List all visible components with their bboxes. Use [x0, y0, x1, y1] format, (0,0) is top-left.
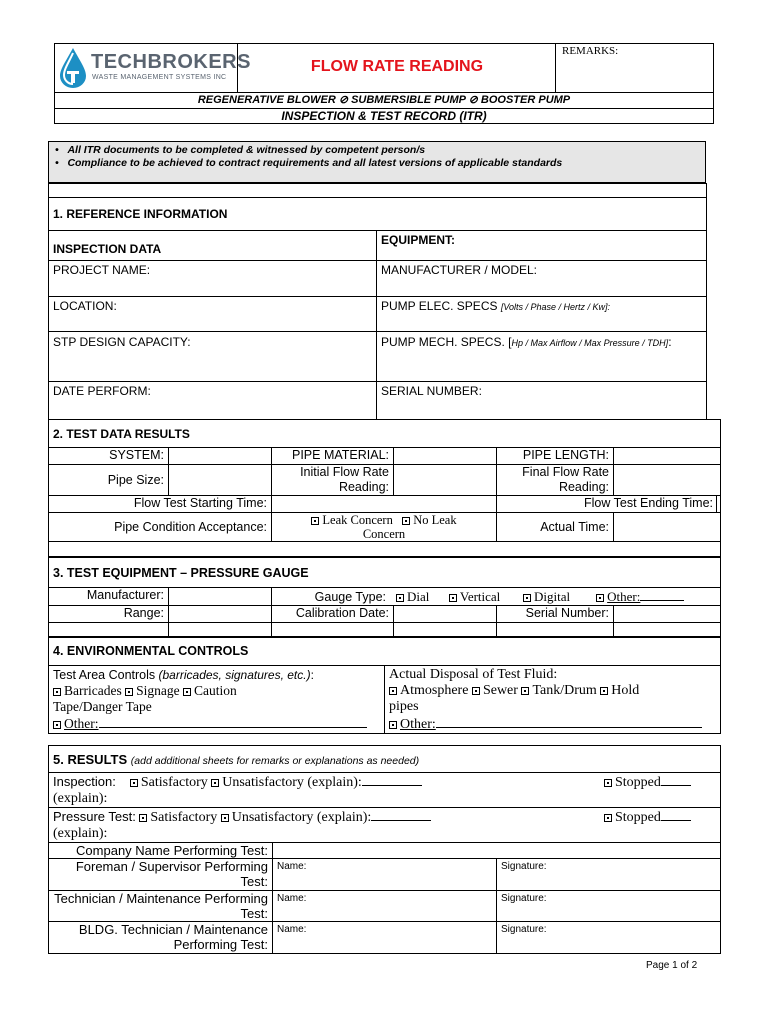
section5-table: [48, 745, 721, 954]
leak-concern-checkbox[interactable]: [311, 517, 319, 525]
bldg-technician-signature-field[interactable]: Signature:: [497, 922, 721, 954]
pressure-explain-input[interactable]: [371, 808, 431, 821]
inspection-stopped-checkbox[interactable]: [604, 779, 612, 787]
start-time-label: Flow Test Starting Time:: [49, 496, 272, 513]
pipe-material-label: PIPE MATERIAL:: [272, 448, 394, 465]
date-perform-field[interactable]: DATE PERFORM:: [49, 382, 377, 420]
pipe-size-label: Pipe Size:: [49, 465, 169, 496]
inspection-explain-input[interactable]: [362, 773, 422, 786]
area-controls-cell: Test Area Controls (barricades, signatures, etc.): Barricades Signage Caution Tape/Danger Tape Other:: [49, 666, 385, 734]
serial-number-field[interactable]: SERIAL NUMBER:: [377, 382, 707, 420]
project-name-field[interactable]: PROJECT NAME:: [49, 261, 377, 297]
system-input[interactable]: [169, 448, 272, 465]
dial-checkbox[interactable]: [396, 594, 404, 602]
other-disposal-checkbox[interactable]: [389, 721, 397, 729]
technician-signature-field[interactable]: Signature:: [497, 891, 721, 922]
no-leak-checkbox[interactable]: [402, 517, 410, 525]
tank-drum-checkbox[interactable]: [521, 687, 529, 695]
pipe-length-label: PIPE LENGTH:: [497, 448, 614, 465]
section4-table: [48, 636, 721, 734]
pressure-result-row: Pressure Test: Satisfactory Unsatisfactory (explain): Stopped (explain):: [49, 808, 721, 843]
serial-number-label: Serial Number:: [497, 606, 614, 623]
other-area-input[interactable]: [99, 715, 367, 728]
header-block: [54, 43, 714, 124]
company-name-input[interactable]: [273, 843, 721, 859]
final-flow-input[interactable]: [614, 465, 721, 496]
inspection-data-label: INSPECTION DATA: [49, 231, 377, 261]
gauge-type-row: Gauge Type: Dial Vertical Digital Other:: [272, 588, 721, 606]
other-area-checkbox[interactable]: [53, 721, 61, 729]
pipe-condition-label: Pipe Condition Acceptance:: [49, 513, 272, 542]
actual-time-input[interactable]: [614, 513, 721, 542]
start-time-input[interactable]: [272, 496, 497, 513]
section1-table: [48, 183, 707, 420]
foreman-name-field[interactable]: Name:: [273, 859, 497, 891]
pipe-condition-options: Leak Concern No Leak Concern: [272, 513, 497, 542]
company-name-label: Company Name Performing Test:: [49, 843, 273, 859]
section3-table: [48, 557, 721, 638]
page-number: Page 1 of 2: [646, 960, 698, 971]
atmosphere-checkbox[interactable]: [389, 687, 397, 695]
signage-checkbox[interactable]: [125, 688, 133, 696]
elec-specs-field[interactable]: PUMP ELEC. SPECS [Volts / Phase / Hertz / Kw]:: [377, 297, 707, 332]
system-label: SYSTEM:: [49, 448, 169, 465]
mech-specs-field[interactable]: PUMP MECH. SPECS. [Hp / Max Airflow / Max Pressure / TDH]:: [377, 332, 707, 382]
manufacturer-input[interactable]: [169, 588, 272, 606]
water-drop-logo-icon: [58, 47, 88, 89]
pipe-material-input[interactable]: [394, 448, 497, 465]
pipe-size-input[interactable]: [169, 465, 272, 496]
initial-flow-label: Initial Flow Rate Reading:: [272, 465, 394, 496]
barricades-checkbox[interactable]: [53, 688, 61, 696]
caution-checkbox[interactable]: [183, 688, 191, 696]
inspection-satisfactory-checkbox[interactable]: [130, 779, 138, 787]
section4-title: 4. ENVIRONMENTAL CONTROLS: [49, 637, 721, 666]
manufacturer-label: Manufacturer:: [49, 588, 169, 606]
digital-checkbox[interactable]: [523, 594, 531, 602]
range-label: Range:: [49, 606, 169, 623]
disposal-cell: Actual Disposal of Test Fluid: Atmosphere Sewer Tank/Drum Hold pipes Other:: [385, 666, 721, 734]
section2-title: 2. TEST DATA RESULTS: [49, 420, 721, 448]
pressure-stopped-checkbox[interactable]: [604, 814, 612, 822]
form-title: FLOW RATE READING: [310, 58, 484, 75]
stp-capacity-field[interactable]: STP DESIGN CAPACITY:: [49, 332, 377, 382]
actual-time-label: Actual Time:: [497, 513, 614, 542]
calibration-date-input[interactable]: [394, 606, 497, 623]
bullet-icon: •: [55, 157, 68, 169]
pipe-length-input[interactable]: [614, 448, 721, 465]
note-item: • Compliance to be achieved to contract requirements and all latest versions of applicable standards: [55, 157, 563, 169]
foreman-signature-field[interactable]: Signature:: [497, 859, 721, 891]
vertical-checkbox[interactable]: [449, 594, 457, 602]
logo: [55, 44, 251, 92]
other-checkbox[interactable]: [596, 594, 604, 602]
remarks-cell: [555, 44, 714, 92]
end-time-label: Flow Test Ending Time:: [497, 496, 717, 512]
calibration-date-label: Calibration Date:: [272, 606, 394, 623]
bldg-technician-label: BLDG. Technician / Maintenance Performing Test:: [49, 922, 273, 954]
location-field[interactable]: LOCATION:: [49, 297, 377, 332]
pressure-unsatisfactory-checkbox[interactable]: [221, 814, 229, 822]
brand-tagline: WASTE MANAGEMENT SYSTEMS INC: [92, 74, 227, 81]
inspection-result-row: Inspection: Satisfactory Unsatisfactory (explain): Stopped (explain):: [49, 773, 721, 808]
section1-title: 1. REFERENCE INFORMATION: [49, 198, 707, 231]
pressure-satisfactory-checkbox[interactable]: [139, 814, 147, 822]
sewer-checkbox[interactable]: [472, 687, 480, 695]
notes-box: [48, 141, 706, 183]
brand-name: TECHBROKERS: [91, 51, 251, 73]
foreman-label: Foreman / Supervisor Performing Test:: [49, 859, 273, 891]
serial-number-input[interactable]: [614, 606, 721, 623]
range-input[interactable]: [169, 606, 272, 623]
technician-label: Technician / Maintenance Performing Test:: [49, 891, 273, 922]
final-flow-label: Final Flow Rate Reading:: [497, 465, 614, 496]
end-time-row: [497, 496, 721, 513]
other-input[interactable]: [640, 588, 684, 601]
hold-checkbox[interactable]: [600, 687, 608, 695]
manufacturer-model-field[interactable]: MANUFACTURER / MODEL:: [377, 261, 707, 297]
other-disposal-input[interactable]: [436, 715, 702, 728]
subtitle-types: REGENERATIVE BLOWER ⊘ SUBMERSIBLE PUMP ⊘ BOOSTER PUMP: [55, 92, 713, 108]
equipment-label: EQUIPMENT:: [377, 231, 707, 261]
section5-title-cell: 5. RESULTS (add additional sheets for remarks or explanations as needed): [49, 746, 721, 773]
bullet-icon: •: [55, 144, 68, 156]
remarks-label: REMARKS:: [562, 45, 619, 57]
inspection-unsatisfactory-checkbox[interactable]: [211, 779, 219, 787]
section3-title: 3. TEST EQUIPMENT – PRESSURE GAUGE: [49, 558, 721, 588]
technician-name-field[interactable]: Name:: [273, 891, 497, 922]
section2-table: [48, 419, 721, 557]
note-item: • All ITR documents to be completed & witnessed by competent person/s: [55, 144, 426, 156]
bldg-technician-name-field[interactable]: Name:: [273, 922, 497, 954]
subtitle-record: INSPECTION & TEST RECORD (ITR): [55, 108, 713, 124]
initial-flow-input[interactable]: [394, 465, 497, 496]
